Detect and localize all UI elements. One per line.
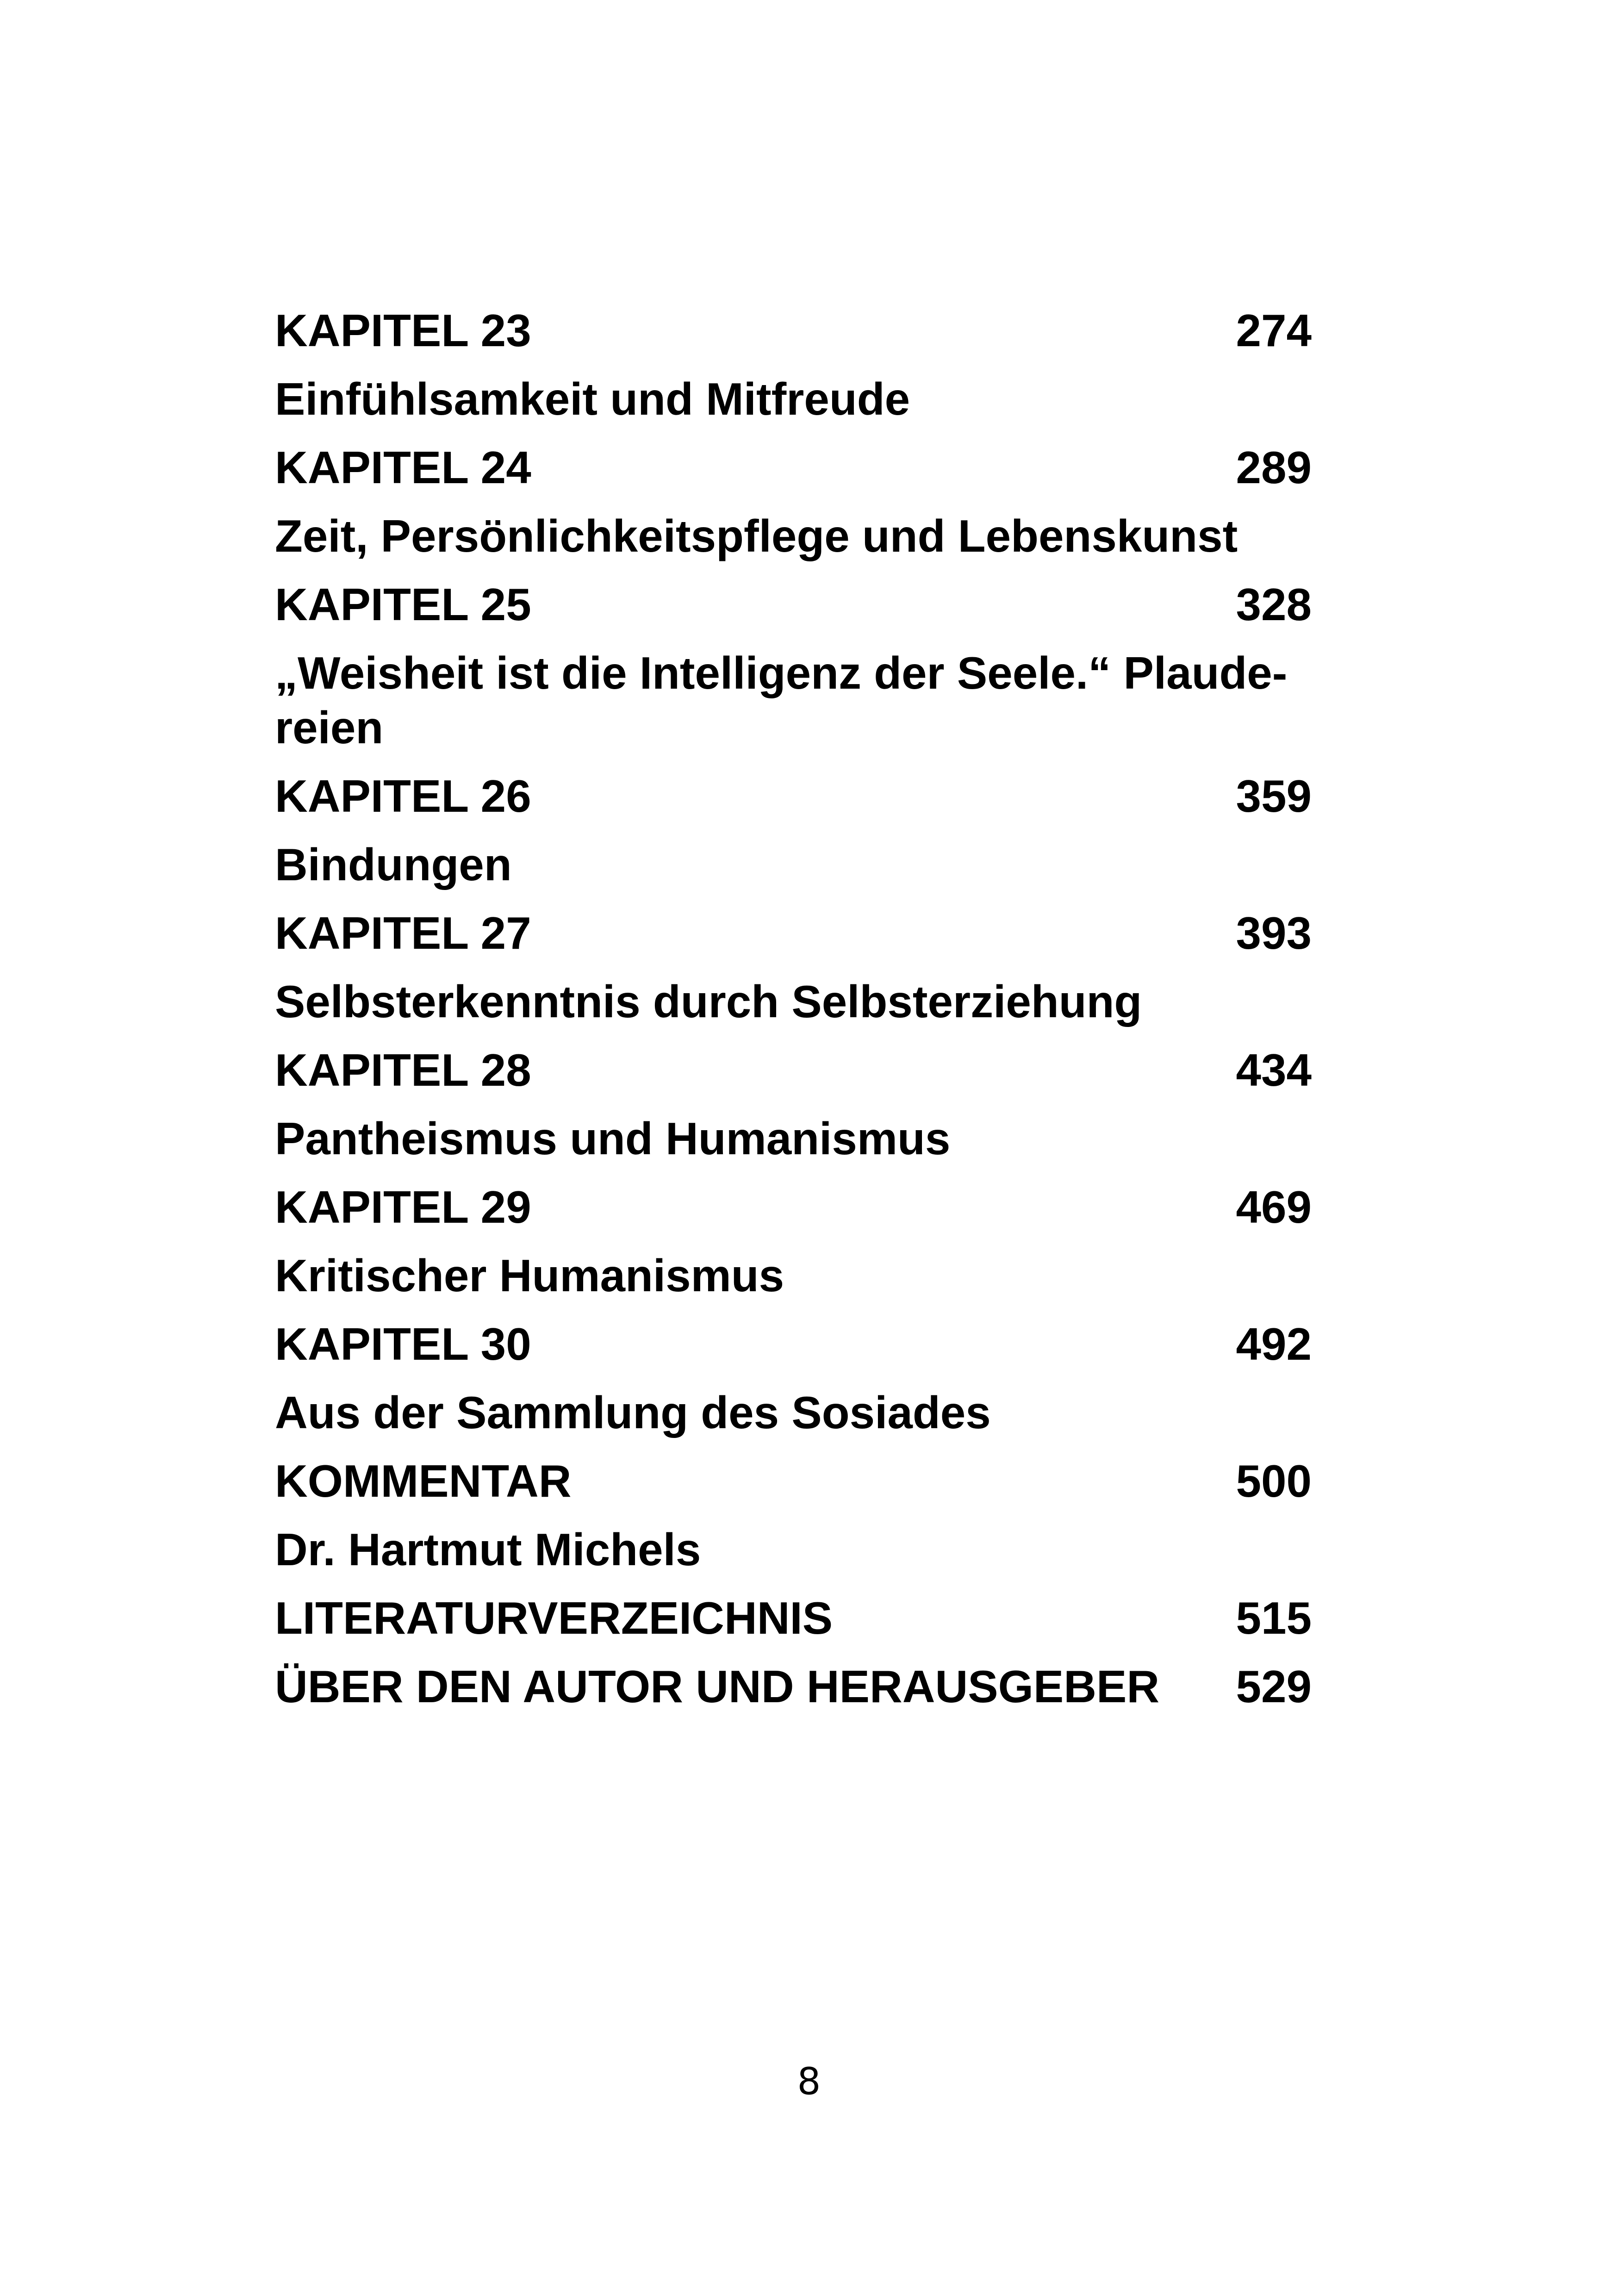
chapter-label: KAPITEL 27 xyxy=(275,908,531,958)
toc-entry-kapitel-26 xyxy=(275,762,1312,830)
section-page-number: 529 xyxy=(1236,1661,1312,1712)
chapter-label: KAPITEL 23 xyxy=(275,305,531,356)
section-page-number: 500 xyxy=(1236,1456,1312,1506)
chapter-title xyxy=(275,639,1312,762)
chapter-label: KAPITEL 24 xyxy=(275,442,531,493)
chapter-title: Kritischer Humanismus xyxy=(275,1250,784,1301)
section-label: LITERATURVERZEICHNIS xyxy=(275,1593,833,1643)
chapter-label: KAPITEL 25 xyxy=(275,579,531,630)
chapter-title: Einfühlsamkeit und Mitfreude xyxy=(275,373,910,424)
toc-entry-kapitel-23 xyxy=(275,296,1312,365)
toc-entry-ueber-den-autor xyxy=(275,1652,1312,1721)
chapter-page-number: 359 xyxy=(1236,771,1312,821)
chapter-page-number: 289 xyxy=(1236,442,1312,493)
toc-entry-literaturverzeichnis xyxy=(275,1584,1312,1652)
chapter-title: Pantheismus und Humanismus xyxy=(275,1113,951,1164)
toc-entry-kapitel-24 xyxy=(275,433,1312,502)
section-author: Dr. Hartmut Michels xyxy=(275,1524,701,1575)
section-label: KOMMENTAR xyxy=(275,1456,572,1506)
toc-entry-kapitel-28 xyxy=(275,1036,1312,1104)
chapter-label: KAPITEL 28 xyxy=(275,1045,531,1095)
toc-entry-kapitel-27 xyxy=(275,899,1312,967)
chapter-label: KAPITEL 26 xyxy=(275,771,531,821)
toc-entry-kapitel-25 xyxy=(275,570,1312,639)
chapter-page-number: 434 xyxy=(1236,1045,1312,1095)
chapter-title: Aus der Sammlung des Sosiades xyxy=(275,1387,991,1438)
chapter-page-number: 328 xyxy=(1236,579,1312,630)
chapter-title: Selbsterkenntnis durch Selbsterziehung xyxy=(275,976,1142,1027)
chapter-page-number: 274 xyxy=(1236,305,1312,356)
chapter-title: Bindungen xyxy=(275,839,512,890)
table-of-contents xyxy=(275,296,1312,1721)
chapter-page-number: 469 xyxy=(1236,1182,1312,1232)
section-label: ÜBER DEN AUTOR UND HERAUSGEBER xyxy=(275,1661,1160,1712)
chapter-page-number: 492 xyxy=(1236,1319,1312,1369)
chapter-label: KAPITEL 30 xyxy=(275,1319,531,1369)
chapter-title: Zeit, Persönlichkeitspflege und Lebenskunst xyxy=(275,510,1238,561)
section-page-number: 515 xyxy=(1236,1593,1312,1643)
toc-entry-kapitel-29 xyxy=(275,1173,1312,1241)
chapter-title-line: „Weisheit ist die Intelligenz der Seele.“ Plaude- xyxy=(275,647,1288,698)
chapter-title-line: reien xyxy=(275,702,384,753)
toc-entry-kommentar xyxy=(275,1447,1312,1515)
chapter-page-number: 393 xyxy=(1236,908,1312,958)
chapter-label: KAPITEL 29 xyxy=(275,1182,531,1232)
toc-entry-kapitel-30 xyxy=(275,1310,1312,1378)
page-number: 8 xyxy=(797,2060,821,2103)
